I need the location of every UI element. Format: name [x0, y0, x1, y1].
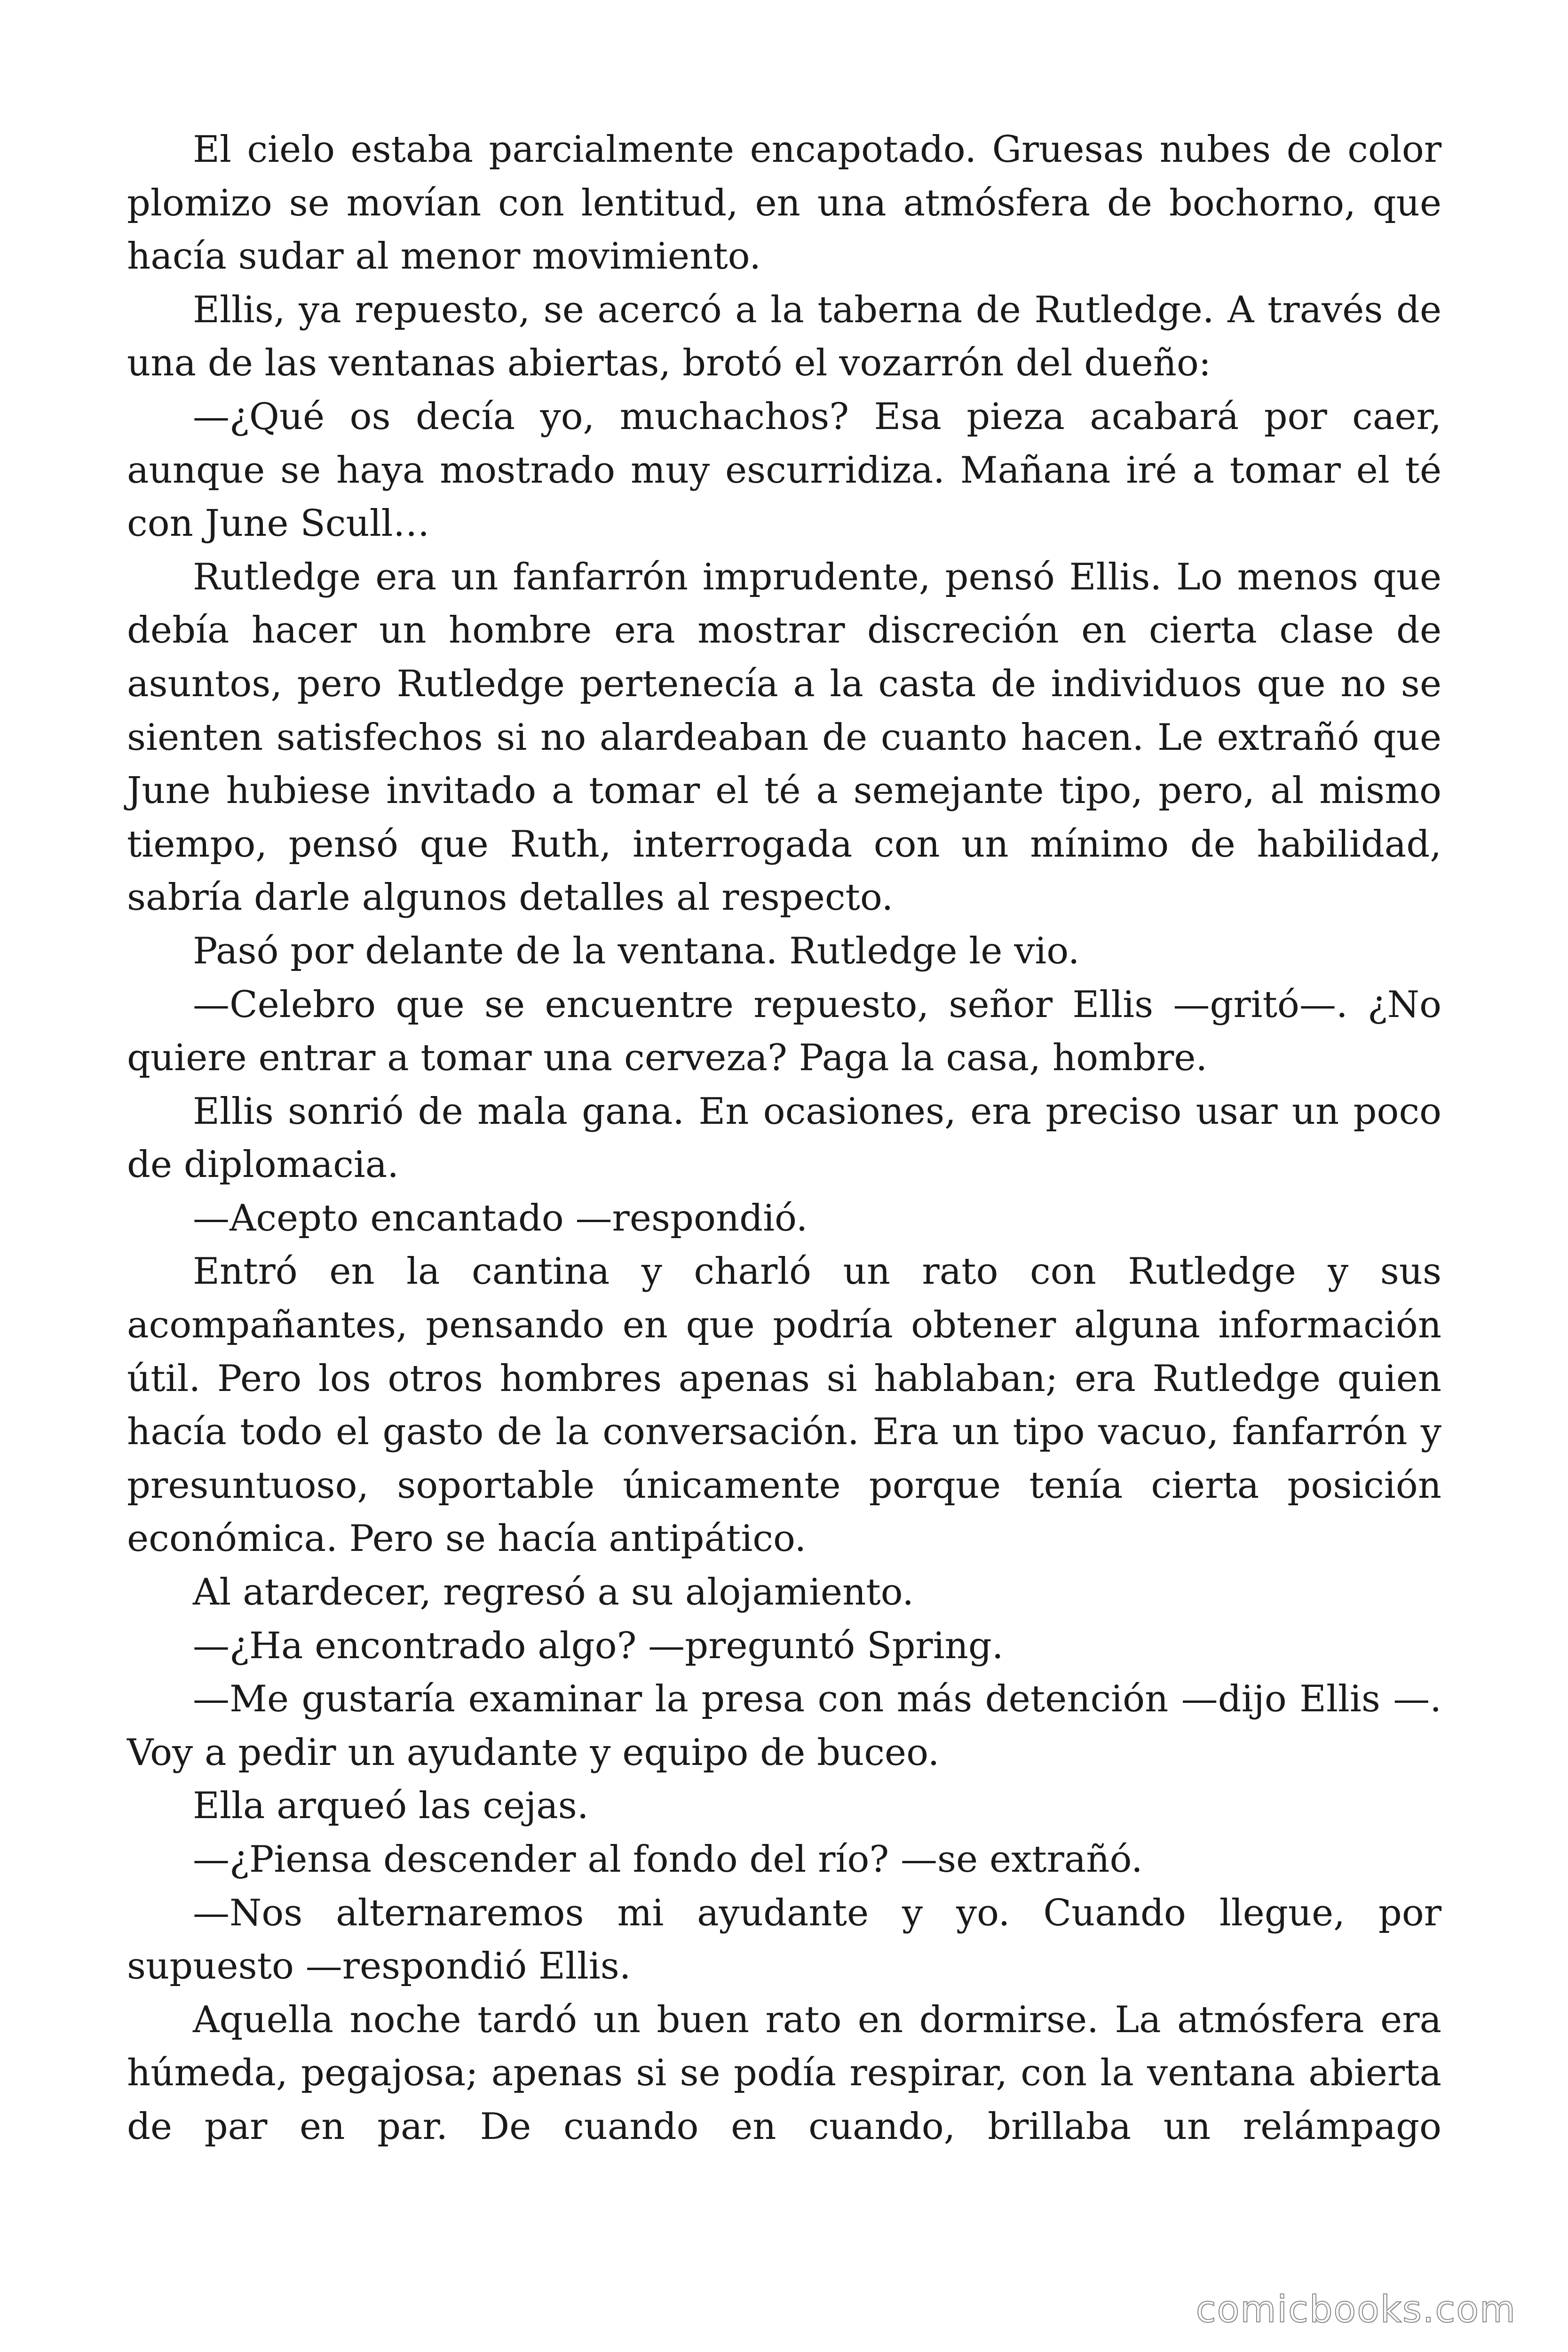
- paragraph: Pasó por delante de la ventana. Rutledge le vio.: [193, 930, 1080, 972]
- paragraph: Al atardecer, regresó a su alojamiento.: [193, 1571, 914, 1614]
- paragraph: Ella arqueó las cejas.: [193, 1785, 589, 1828]
- paragraph: —¿Piensa descender al fondo del río? —se extrañó.: [193, 1838, 1143, 1881]
- paragraph: Entró en la cantina y charló un rato con Rutledge y sus acompañantes, pensando en que podría obtener alguna información útil. Pero los otros hombres apenas si hablaban; era Rutledge quien hacía todo el gasto de la conversación. Era un tipo vacuo, fanfarrón y presuntuoso, soportable únicamente porque tenía cierta posición económica. Pero se hacía antipático.: [127, 1250, 1441, 1560]
- paragraph: El cielo estaba parcialmente encapotado. Gruesas nubes de color plomizo se movían con lentitud, en una atmósfera de bochorno, que hacía sudar al menor movimiento.: [127, 128, 1441, 278]
- paragraph: —Celebro que se encuentre repuesto, señor Ellis —gritó—. ¿No quiere entrar a tomar una cerveza? Paga la casa, hombre.: [127, 983, 1441, 1080]
- paragraph: Aquella noche tardó un buen rato en dormirse. La atmósfera era húmeda, pegajosa; apenas si se podía respirar, con la ventana abierta de par en par. De cuando en cuando, brillaba un relámpago: [127, 1998, 1441, 2148]
- paragraph: —¿Qué os decía yo, muchachos? Esa pieza acabará por caer, aunque se haya mostrado muy escurridiza. Mañana iré a tomar el té con June Scull…: [127, 395, 1441, 545]
- paragraph: Rutledge era un fanfarrón imprudente, pensó Ellis. Lo menos que debía hacer un hombre era mostrar discreción en cierta clase de asuntos, pero Rutledge pertenecía a la casta de individuos que no se sienten satisfechos si no alardeaban de cuanto hacen. Le extrañó que June hubiese invitado a tomar el té a semejante tipo, pero, al mismo tiempo, pensó que Ruth, interrogada con un mínimo de habilidad, sabría darle algunos detalles al respecto.: [127, 556, 1441, 919]
- body-text: [127, 123, 1441, 2154]
- paragraph: Ellis sonrió de mala gana. En ocasiones, era preciso usar un poco de diplomacia.: [127, 1090, 1441, 1186]
- paragraph: —Nos alternaremos mi ayudante y yo. Cuando llegue, por supuesto —respondió Ellis.: [127, 1891, 1441, 1988]
- paragraph: —Me gustaría examinar la presa con más detención —dijo Ellis —. Voy a pedir un ayudante y equipo de buceo.: [127, 1678, 1441, 1774]
- paragraph: Ellis, ya repuesto, se acercó a la taberna de Rutledge. A través de una de las ventanas abiertas, brotó el vozarrón del dueño:: [127, 288, 1441, 385]
- watermark: comicbooks.com: [1196, 2288, 1516, 2331]
- paragraph: —Acepto encantado —respondió.: [193, 1197, 808, 1240]
- paragraph: —¿Ha encontrado algo? —preguntó Spring.: [193, 1624, 1004, 1667]
